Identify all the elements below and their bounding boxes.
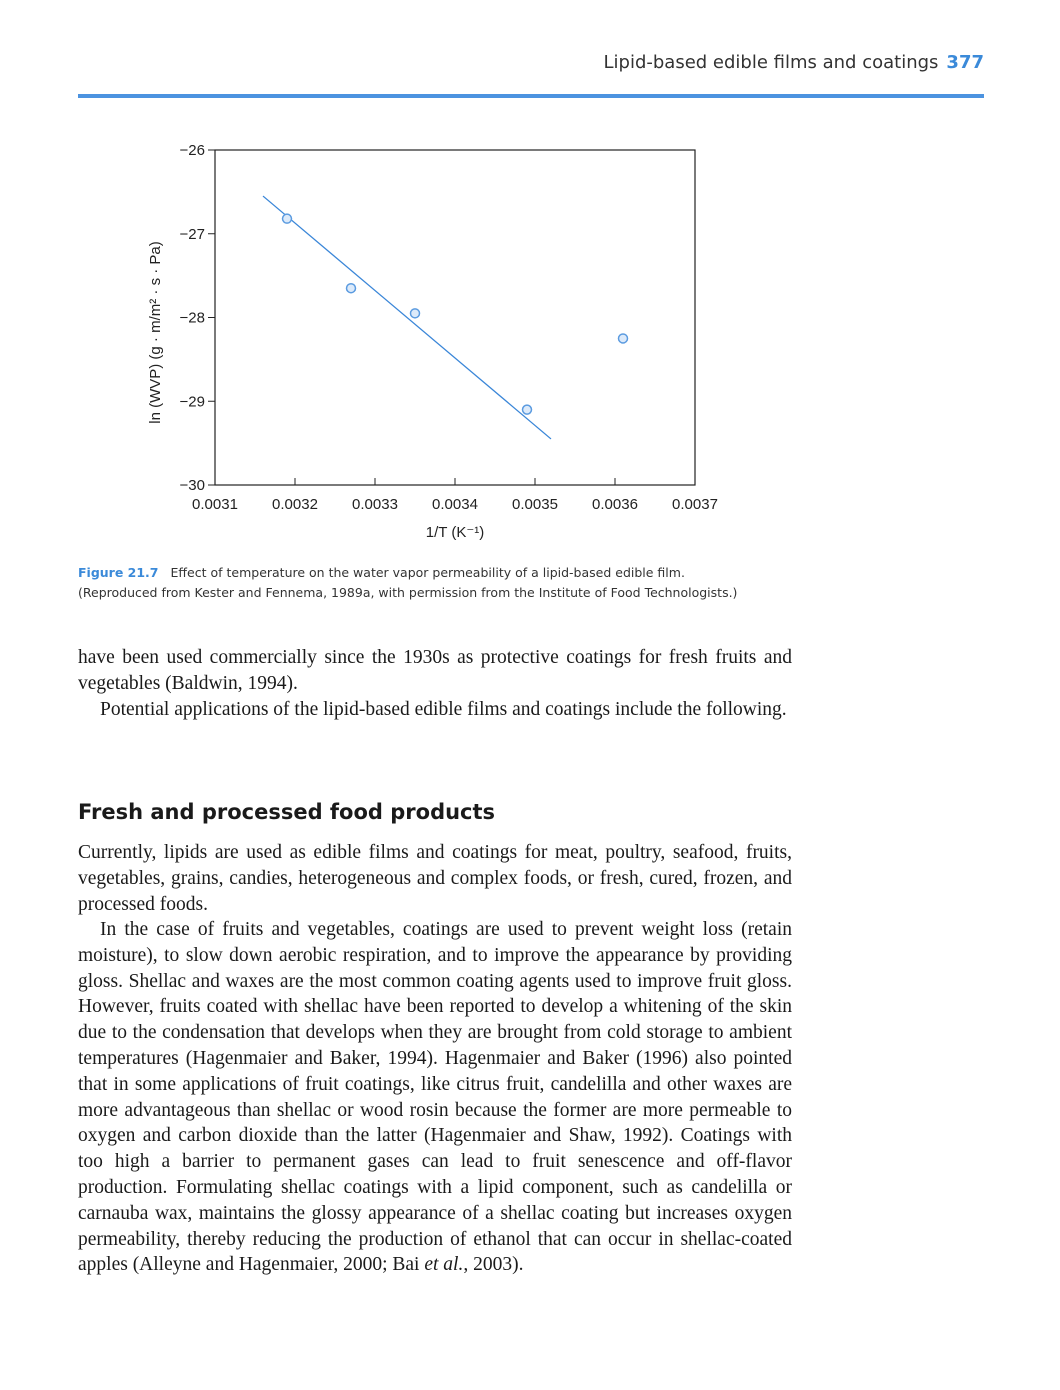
plot-frame [215, 150, 695, 485]
paragraph-4-text-a: In the case of fruits and vegetables, coatings are used to prevent weight loss (retain moisture), to slow down aerobic respiration, and to improve the appearance by providing gloss. Shellac and waxes are the most common coating agents used to improve fruit gloss. However, fruits coated with shellac have been reported to develop a whitening of the skin due to the condensation that develops when they are brought from cold storage to ambient temperatures (Hagenmaier and Baker, 1994). Hagenmaier and Baker (1996) also pointed that in some applications of fruit coatings, like citrus fruit, candelilla and other waxes are more advantageous than shellac or wood rosin because the former are more permeable to oxygen and carbon dioxide than the latter (Hagenmaier and Shaw, 1992). Coatings with too high a barrier to permanent gases can lead to fruit senescence and off-flavor production. Formulating shellac coatings with a lipid component, such as candelilla or carnauba wax, maintains the glossy appearance of a shellac coating but increases oxygen permeability, thereby reducing the production of ethanol that can occur in shellac-coated apples (Alleyne and Hagenmaier, 2000; Bai [78, 919, 792, 1276]
paragraph-4-text-b: , 2003). [463, 1254, 524, 1276]
section-heading: Fresh and processed food products [78, 800, 496, 824]
paragraph-4 [78, 917, 792, 1278]
fit-line [263, 196, 551, 439]
figure-caption [78, 563, 838, 603]
paragraph-1: have been used commercially since the 1930s as protective coatings for fresh fruits and vegetables (Baldwin, 1994). [78, 647, 792, 694]
x-axis-label: 1/T (K⁻¹) [425, 524, 485, 541]
data-point [619, 334, 628, 343]
y-tick-label: −28 [179, 309, 205, 327]
figure-chart [130, 130, 750, 550]
data-point [347, 284, 356, 293]
figure-label: Figure 21.7 [78, 565, 159, 580]
paragraph-4-italic: et al. [424, 1254, 464, 1276]
x-tick-label: 0.0037 [672, 496, 718, 513]
x-tick-label: 0.0035 [512, 496, 558, 513]
data-point [411, 309, 420, 318]
data-point [283, 214, 292, 223]
paragraph-2: Potential applications of the lipid-based edible films and coatings include the following. [100, 699, 787, 720]
y-tick-label: −26 [179, 142, 205, 159]
y-tick-label: −30 [179, 477, 205, 494]
page-number: 377 [946, 52, 984, 73]
x-tick-label: 0.0033 [352, 496, 398, 513]
header-rule [78, 94, 984, 98]
y-tick-label: −29 [179, 393, 205, 411]
figure-caption-source: (Reproduced from Kester and Fennema, 1989a, with permission from the Institute of Food Technologists.) [78, 585, 738, 600]
paragraph-3: Currently, lipids are used as edible films and coatings for meat, poultry, seafood, fruits, vegetables, grains, candies, heterogeneous and complex foods, or fresh, cured, frozen, and processed foods. [78, 842, 792, 915]
x-tick-label: 0.0036 [592, 496, 638, 513]
x-tick-label: 0.0032 [272, 496, 318, 513]
running-title: Lipid-based edible films and coatings [603, 52, 939, 73]
x-tick-label: 0.0031 [192, 496, 238, 513]
y-tick-label: −27 [179, 225, 205, 243]
x-tick-label: 0.0034 [432, 496, 478, 513]
data-point [523, 405, 532, 414]
y-axis-label: ln (WVP) (g · m/m² · s · Pa) [147, 241, 164, 424]
running-head [78, 52, 984, 82]
figure-caption-text: Effect of temperature on the water vapor permeability of a lipid-based edible film. [170, 565, 685, 580]
